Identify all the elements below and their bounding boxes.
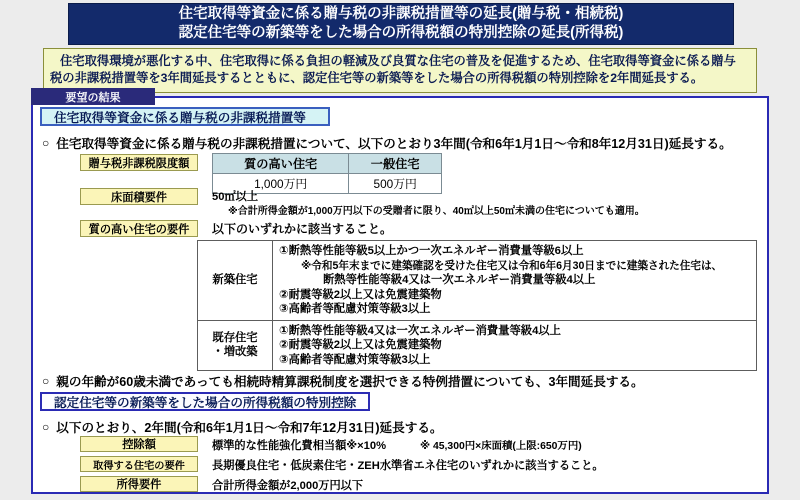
floor-area-value: 50㎡以上 (212, 191, 259, 203)
req-new-item-1: ①断熱等性能等級5以上かつ一次エネルギー消費量等級6以上 (279, 245, 584, 257)
section-header-gift-tax: 住宅取得等資金に係る贈与税の非課税措置等 (40, 107, 330, 126)
req-existing-item-1: ①断熱等性能等級4又は一次エネルギー消費量等級4以上 (279, 324, 561, 337)
document-title-bar (68, 3, 734, 45)
requirement-category-existing (198, 320, 273, 371)
quality-requirements-table (197, 240, 757, 371)
category-existing-line-2: ・増改築 (212, 346, 258, 359)
limit-value-general: 500万円 (349, 174, 442, 194)
req-existing-item-3: ③高齢者等配慮対策等級3以上 (279, 353, 431, 366)
req-new-item-3: ③高齢者等配慮対策等級3以上 (279, 303, 431, 315)
summary-line-2: 税の非課税措置等を3年間延長するとともに、認定住宅等の新築等をした場合の所得税額の特別控除を2年間延長する。 (50, 71, 704, 85)
requirement-body-new (273, 241, 757, 321)
result-tab: 要望の結果 (31, 88, 155, 105)
summary-line-1: 住宅取得環境が悪化する中、住宅取得に係る負担の軽減及び良質な住宅の普及を促進するため、住宅取得等資金に係る贈与 (60, 54, 736, 68)
label-deduction-amount: 控除額 (80, 436, 198, 452)
req-new-note-1: ※令和5年末までに建築確認を受けた住宅又は令和6年6月30日までに建築された住宅は、 (301, 259, 723, 272)
limit-header-quality: 質の高い住宅 (213, 154, 349, 174)
bullet-income-tax-extension (42, 417, 443, 436)
deduction-amount-note: ※ 45,300円×床面積(上限:650万円) (420, 441, 582, 452)
quality-requirement-lead: 以下のいずれかに該当すること。 (212, 222, 393, 236)
label-acquired-housing-requirement: 取得する住宅の要件 (80, 456, 198, 472)
bullet-gift-tax-extension (42, 133, 732, 152)
req-new-item-2: ②耐震等級2以上又は免震建築物 (279, 288, 442, 301)
bullet-text: 親の年齢が60歳未満であっても相続時精算課税制度を選択できる特例措置についても、3年間延長する。 (56, 375, 644, 389)
bullet-text: 以下のとおり、2年間(令和6年1月1日～令和7年12月31日)延長する。 (56, 421, 443, 435)
requirement-category-new: 新築住宅 (198, 241, 273, 321)
requirement-body-existing (273, 320, 757, 371)
title-line-2: 認定住宅等の新築等をした場合の所得税額の特別控除の延長(所得税) (178, 25, 624, 41)
title-line-1: 住宅取得等資金に係る贈与税の非課税措置等の延長(贈与税・相続税) (178, 6, 624, 22)
bullet-text: 住宅取得等資金に係る贈与税の非課税措置について、以下のとおり3年間(令和6年1月1日～令和8年12月31日)延長する。 (56, 137, 732, 151)
category-existing-line-1: 既存住宅 (212, 332, 258, 345)
req-new-note-2: 断熱等性能等級4又は一次エネルギー消費量等級4以上 (323, 274, 596, 286)
income-requirement-value: 合計所得金額が2,000万円以下 (212, 480, 364, 492)
limit-header-general: 一般住宅 (349, 154, 442, 174)
table-row-new-housing (198, 241, 757, 321)
limit-value-quality: 1,000万円 (213, 174, 349, 194)
section-header-income-tax: 認定住宅等の新築等をした場合の所得税額の特別控除 (40, 392, 370, 411)
floor-area-note: ※合計所得金額が1,000万円以下の受贈者に限り、40㎡以上50㎡未満の住宅についても適用。 (228, 206, 645, 217)
req-existing-item-2: ②耐震等級2以上又は免震建築物 (279, 339, 442, 351)
bullet-marker: ○ (42, 373, 50, 388)
label-quality-housing-requirement: 質の高い住宅の要件 (80, 220, 198, 237)
table-row-existing-housing (198, 320, 757, 371)
label-gift-tax-limit: 贈与税非課税限度額 (80, 154, 198, 171)
acquired-housing-requirement-value: 長期優良住宅・低炭素住宅・ZEH水準省エネ住宅のいずれかに該当すること。 (212, 460, 604, 472)
label-income-requirement: 所得要件 (80, 476, 198, 492)
summary-box (43, 48, 757, 93)
label-floor-area-requirement: 床面積要件 (80, 188, 198, 205)
bullet-parent-age-exception (42, 371, 644, 390)
bullet-marker: ○ (42, 419, 50, 434)
bullet-marker: ○ (42, 135, 50, 150)
deduction-amount-value: 標準的な性能強化費相当額※×10% (212, 440, 387, 452)
table-row-header (213, 154, 442, 174)
